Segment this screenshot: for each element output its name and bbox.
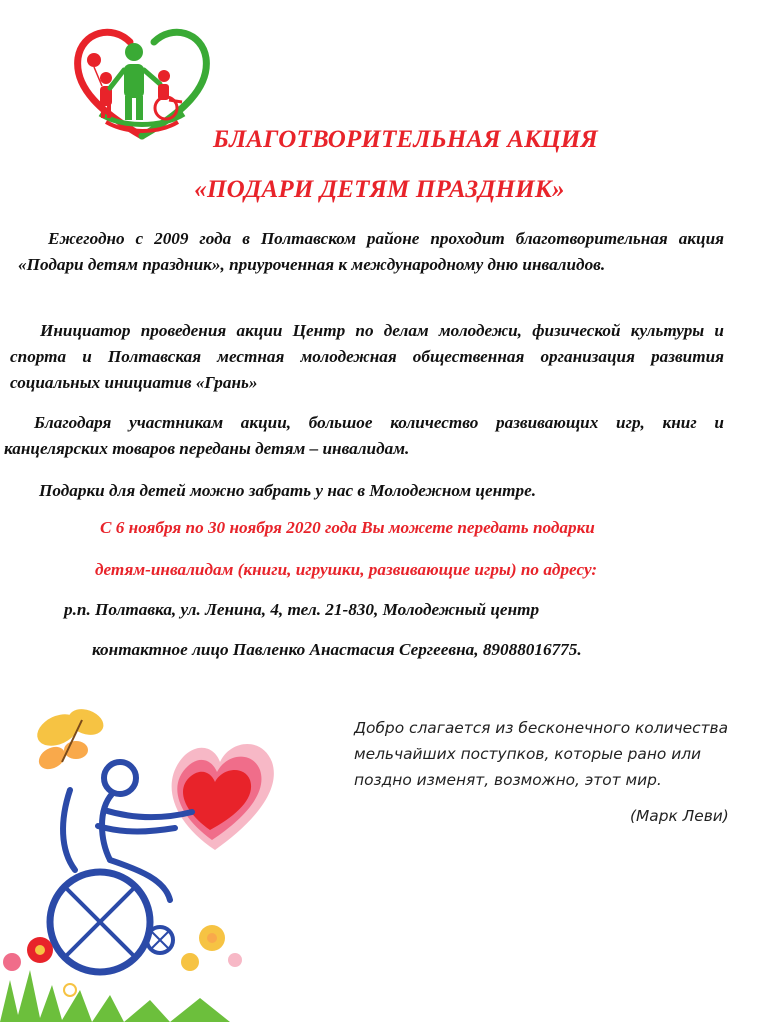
heart-icon [172, 744, 274, 850]
quote-author: (Марк Леви) [630, 807, 729, 825]
paragraph-initiator: Инициатор проведения акции Центр по делам молодежи, физической культуры и спорта и Полтавская местная молодежная общественная организация развития социальных инициатив «Грань» [10, 321, 724, 392]
quote-text: Добро слагается из бесконечного количества мельчайших поступков, которые рано или поздно изменят, возможно, этот мир. [354, 719, 729, 789]
wheelchair-heart-illustration [0, 700, 290, 1022]
paragraph-thanks: Благодаря участникам акции, большое количество развивающих игр, книг и канцелярских товаров переданы детям – инвалидам. [4, 413, 724, 458]
wheelchair-icon [50, 872, 173, 972]
butterfly-icon [32, 705, 107, 774]
announcement-line-1: С 6 ноября по 30 ноября 2020 года Вы можете передать подарки [100, 518, 595, 537]
flowers-icon [0, 925, 242, 1022]
contact-address: р.п. Полтавка, ул. Ленина, 4, тел. 21-830, Молодежный центр [64, 600, 540, 619]
announcement-line-2: детям-инвалидам (книги, игрушки, развивающие игры) по адресу: [95, 560, 598, 579]
contact-person: контактное лицо Павленко Анастасия Сергеевна, 89088016775. [92, 640, 582, 659]
paragraph-pickup: Подарки для детей можно забрать у нас в Молодежном центре. [39, 481, 537, 500]
title-line-1: БЛАГОТВОРИТЕЛЬНАЯ АКЦИЯ [213, 126, 598, 153]
title-line-2: «ПОДАРИ ДЕТЯМ ПРАЗДНИК» [194, 176, 565, 203]
paragraph-history: Ежегодно с 2009 года в Полтавском районе проходит благотворительная акция «Подари детям праздник», приуроченная к международному дню инвалидов. [18, 229, 724, 274]
